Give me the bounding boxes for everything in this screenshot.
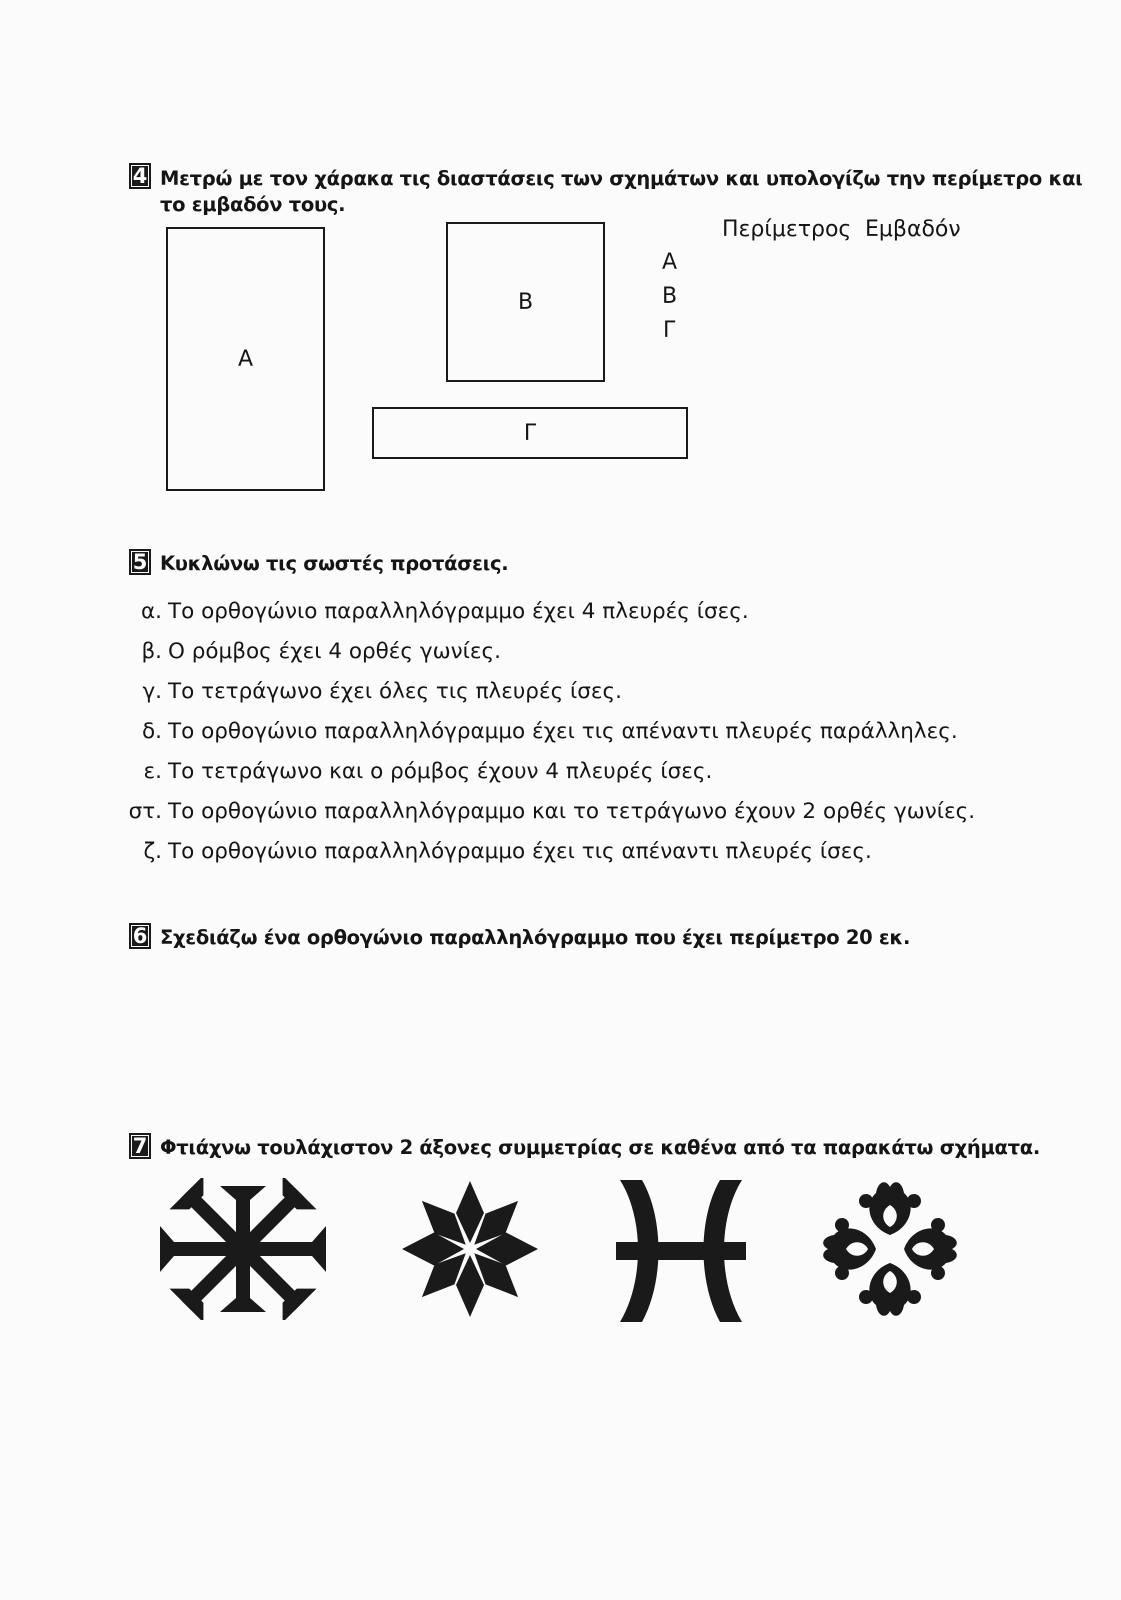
question-number-6: 6: [129, 923, 151, 949]
statement-letter: στ.: [128, 799, 162, 824]
drawing-area[interactable]: [150, 965, 970, 1115]
perimeter-header: Περίμετρος: [722, 217, 852, 242]
rectangle-c: [372, 407, 688, 459]
square-b: [446, 222, 605, 382]
statement-e[interactable]: [120, 758, 712, 786]
question-5-title: Κυκλώνω τις σωστές προτάσεις.: [160, 552, 509, 575]
rectangle-c-label: Γ: [523, 420, 537, 446]
question-number-5: 5: [129, 549, 151, 575]
table-row-c: Γ: [663, 318, 676, 343]
statement-d[interactable]: [120, 718, 958, 746]
statement-z[interactable]: [120, 838, 872, 866]
statement-text: Το τετράγωνο και ο ρόμβος έχουν 4 πλευρές ίσες.: [168, 759, 713, 784]
question-4-instruction-line1: Μετρώ με τον χάρακα τις διαστάσεις των σχημάτων και υπολογίζω την περίμετρο και: [160, 167, 1083, 190]
square-b-label: Β: [517, 289, 534, 315]
statement-text: Ο ρόμβος έχει 4 ορθές γωνίες.: [168, 639, 501, 664]
statement-letter: ε.: [143, 759, 162, 784]
area-header: Εμβαδόν: [865, 217, 961, 242]
table-row-b: Β: [662, 284, 678, 309]
pisces-icon[interactable]: [612, 1178, 750, 1324]
statement-letter: β.: [141, 639, 162, 664]
rectangle-a: [166, 227, 325, 491]
statement-letter: α.: [140, 599, 162, 624]
statement-a[interactable]: [120, 598, 749, 626]
statement-text: Το ορθογώνιο παραλληλόγραμμο έχει τις απέναντι πλευρές ίσες.: [168, 839, 872, 864]
statement-st[interactable]: [120, 798, 975, 826]
statement-text: Το ορθογώνιο παραλληλόγραμμο έχει τις απέναντι πλευρές παράλληλες.: [168, 719, 958, 744]
statement-c[interactable]: [120, 678, 622, 706]
eight-petal-flower-icon[interactable]: [386, 1178, 554, 1320]
statement-letter: ζ.: [143, 839, 162, 864]
statement-text: Το ορθογώνιο παραλληλόγραμμο έχει 4 πλευρές ίσες.: [168, 599, 749, 624]
question-7-title: Φτιάχνω τουλάχιστον 2 άξονες συμμετρίας σε καθένα από τα παρακάτω σχήματα.: [160, 1136, 1040, 1159]
question-6-title: Σχεδιάζω ένα ορθογώνιο παραλληλόγραμμο που έχει περίμετρο 20 εκ.: [160, 926, 911, 949]
table-row-a: Α: [662, 250, 678, 275]
four-leaf-ornament-icon[interactable]: [806, 1178, 974, 1320]
cross-star-icon[interactable]: [158, 1178, 328, 1320]
statement-letter: γ.: [142, 679, 162, 704]
rectangle-a-label: Α: [237, 346, 254, 372]
statement-b[interactable]: [120, 638, 501, 666]
statement-letter: δ.: [142, 719, 162, 744]
statement-text: Το τετράγωνο έχει όλες τις πλευρές ίσες.: [168, 679, 622, 704]
question-number-7: 7: [129, 1133, 151, 1159]
statement-text: Το ορθογώνιο παραλληλόγραμμο και το τετράγωνο έχουν 2 ορθές γωνίες.: [168, 799, 976, 824]
question-number-4: 4: [129, 163, 151, 189]
question-4-instruction-line2: το εμβαδόν τους.: [160, 193, 346, 216]
